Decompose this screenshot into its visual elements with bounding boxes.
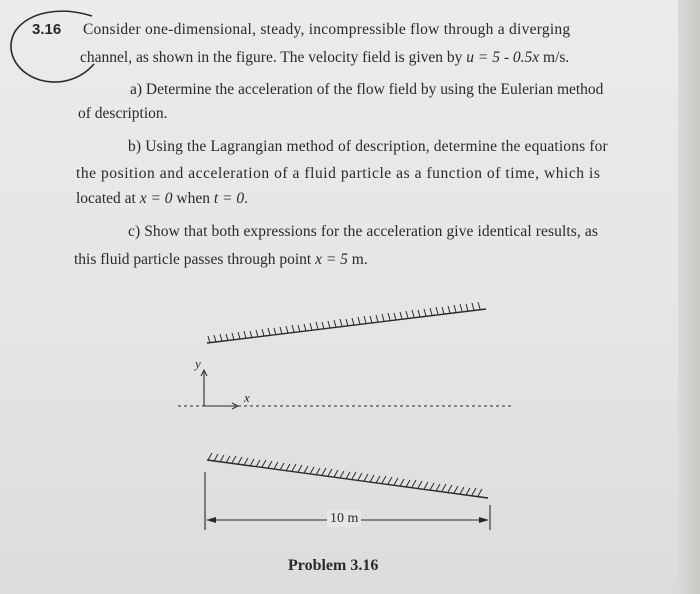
part-b-line-2: the position and acceleration of a fluid particle as a function of time, which is (76, 165, 601, 182)
part-a-line-1: a) Determine the acceleration of the flow field by using the Eulerian method (130, 81, 604, 98)
x-axis-label: x (244, 390, 250, 405)
part-c-line-2 (74, 250, 368, 270)
time-condition: t = 0 (213, 190, 245, 207)
dim-arrow-right (479, 517, 489, 523)
velocity-equation: u = 5 - 0.5x (466, 49, 540, 66)
part-b-line-1: b) Using the Lagrangian method of description, determine the equations for (128, 138, 608, 155)
problem-line-2 (80, 48, 569, 68)
lower-wall-hatching (208, 453, 482, 496)
part-c-text-a: this fluid particle passes through point (74, 251, 316, 268)
velocity-units: m/s. (539, 49, 570, 66)
upper-wall (207, 309, 486, 343)
part-b-text-end: . (244, 190, 249, 207)
lower-wall (207, 460, 488, 498)
dim-arrow-left (206, 517, 216, 523)
y-axis-label: y (195, 356, 201, 371)
intro-text-2: channel, as shown in the figure. The velocity field is given by (80, 49, 467, 66)
part-b-text-mid: when (172, 190, 214, 207)
part-c-line-1: c) Show that both expressions for the acceleration give identical results, as (128, 223, 598, 240)
problem-number: 3.16 (32, 21, 62, 38)
part-b-line-3 (76, 189, 248, 209)
intro-text-1: Consider one-dimensional, steady, incompressible flow through a diverging (82, 21, 571, 38)
length-label: 10 m (327, 511, 361, 527)
point-equation: x = 5 (315, 251, 348, 268)
upper-wall-hatching (208, 302, 480, 343)
position-condition: x = 0 (139, 190, 173, 207)
part-a-line-2: of description. (78, 105, 168, 122)
figure-caption: Problem 3.16 (288, 557, 379, 574)
point-units: m. (347, 251, 368, 268)
part-b-text-a: located at (76, 190, 140, 207)
problem-line-1 (32, 20, 570, 40)
